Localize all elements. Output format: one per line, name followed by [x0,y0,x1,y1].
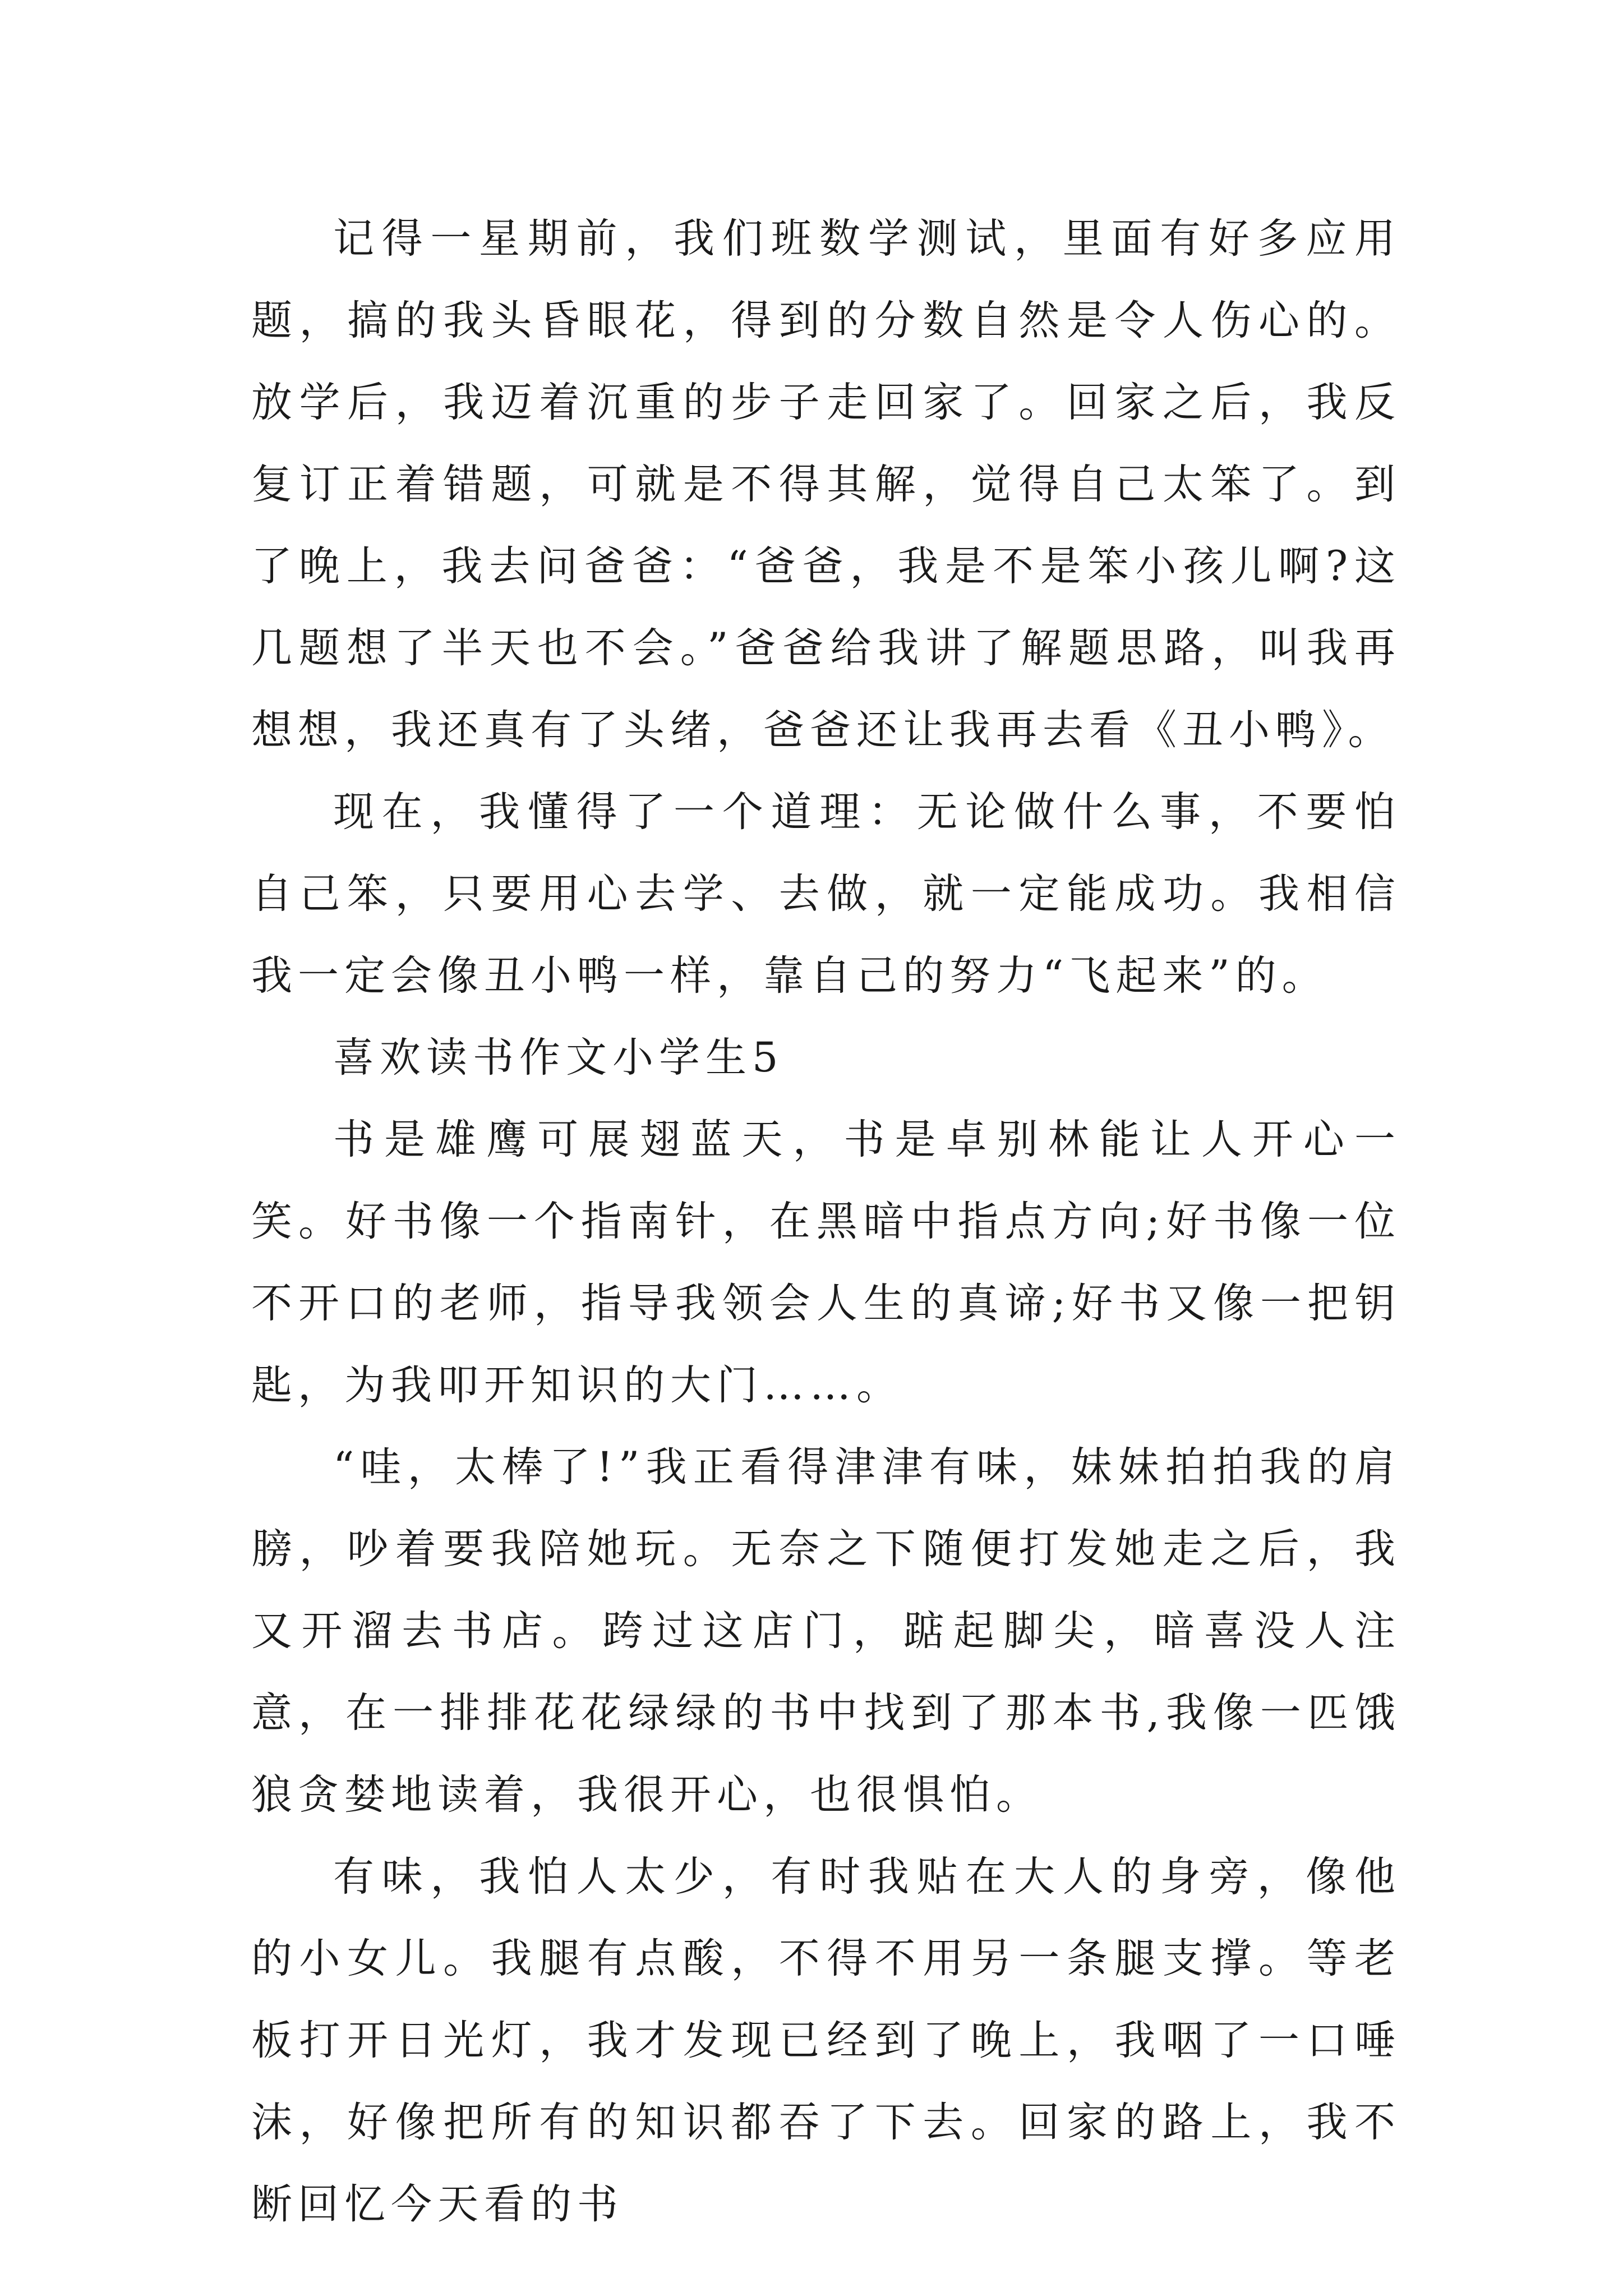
paragraph-exam-story: 记得一星期前，我们班数学测试，里面有好多应用题，搞的我头昏眼花，得到的分数自然是令人伤心的。放学后，我迈着沉重的步子走回家了。回家之后，我反复订正着错题，可就是不得其解，觉得自己太笨了。到了晚上，我去问爸爸：“爸爸，我是不是笨小孩儿啊?这几题想了半天也不会。”爸爸给我讲了解题思路，叫我再想想，我还真有了头绪，爸爸还让我再去看《丑小鸭》。 [251,215,1401,754]
section-title: 喜欢读书作文小学生5 [333,1034,784,1082]
document-body [251,198,1401,2246]
paragraph-bookstore: “哇，太棒了!”我正看得津津有味，妹妹拍拍我的肩膀，吵着要我陪她玩。无奈之下随便打发她走之后，我又开溜去书店。跨过这店门，踮起脚尖，暗喜没人注意，在一排排花花绿绿的书中找到了那本书,我像一匹饿狼贪婪地读着，我很开心，也很惧怕。 [251,1443,1401,1819]
paragraph-book-metaphors: 书是雄鹰可展翅蓝天，书是卓别林能让人开心一笑。好书像一个指南针，在黑暗中指点方向;好书像一位不开口的老师，指导我领会人生的真谛;好书又像一把钥匙，为我叩开知识的大门……。 [251,1116,1401,1409]
paragraph-reading-late: 有味，我怕人太少，有时我贴在大人的身旁，像他的小女儿。我腿有点酸，不得不用另一条腿支撑。等老板打开日光灯，我才发现已经到了晚上，我咽了一口唾沫，好像把所有的知识都吞了下去。回家的路上，我不断回忆今天看的书 [251,1853,1401,2228]
paragraph-lesson: 现在，我懂得了一个道理：无论做什么事，不要怕自己笨，只要用心去学、去做，就一定能成功。我相信我一定会像丑小鸭一样，靠自己的努力“飞起来”的。 [251,788,1401,1000]
